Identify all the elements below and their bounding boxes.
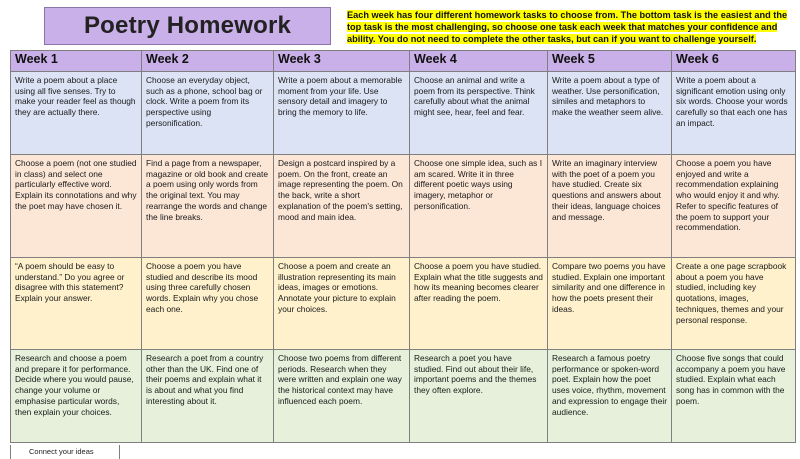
task-cell: Choose a poem and create an illustration representing its main ideas, images or emotions. Annotate your picture to explain your choices. [274,258,410,350]
task-cell: Research and choose a poem and prepare it for performance. Decide where you would pause, change your volume or emphasise particular words, then explain your choices. [11,350,142,443]
week-3-header: Week 3 [274,51,410,72]
task-cell: Choose two poems from different periods. Research when they were written and explain one way the historical context may have influenced each poem. [274,350,410,443]
task-cell: Choose an everyday object, such as a phone, school bag or clock. Write a poem from its perspective using personification. [142,72,274,155]
task-row-most-challenging [11,72,796,155]
task-cell: Design a postcard inspired by a poem. On the front, create an image representing the poem. On the back, write a short explanation of the poem's setting, mood and main idea. [274,155,410,258]
task-cell: Compare two poems you have studied. Explain one important similarity and one difference in how the poets present their ideas. [548,258,672,350]
task-cell: Create a one page scrapbook about a poem you have studied, including key quotations, images, techniques, themes and your personal response. [672,258,796,350]
task-cell: Write a poem about a significant emotion using only six words. Choose your words carefully so that each one has an impact. [672,72,796,155]
task-cell: Choose an animal and write a poem from its perspective. Think carefully about what the animal might see, hear, feel and fear. [410,72,548,155]
task-row-moderate [11,258,796,350]
task-cell: Research a famous poetry performance or spoken-word poet. Explain how the poet uses voice, rhythm, movement and expression to engage their audience. [548,350,672,443]
task-cell: Choose one simple idea, such as I am scared. Write it in three different poetic ways using imagery, metaphor or personification. [410,155,548,258]
week-5-header: Week 5 [548,51,672,72]
task-cell: Write an imaginary interview with the poet of a poem you have studied. Create six questions and answers about their ideas, language choices and message. [548,155,672,258]
week-2-header: Week 2 [142,51,274,72]
task-cell: Choose a poem you have enjoyed and write a recommendation explaining who would enjoy it and why. Refer to specific features of the poem to support your recommendation. [672,155,796,258]
instructions-text [347,9,791,46]
week-1-header: Week 1 [11,51,142,72]
task-row-challenging [11,155,796,258]
task-cell: Write a poem about a memorable moment from your life. Use sensory detail and imagery to bring the memory to life. [274,72,410,155]
homework-grid [10,50,796,443]
task-row-easiest [11,350,796,443]
task-cell: “A poem should be easy to understand.” Do you agree or disagree with this statement? Explain your answer. [11,258,142,350]
task-cell: Choose five songs that could accompany a poem you have studied. Explain what each song has in common with the poem. [672,350,796,443]
footer-label: Connect your ideas [10,445,120,459]
task-cell: Research a poet you have studied. Find out about their life, important poems and the themes they often explore. [410,350,548,443]
task-cell: Choose a poem (not one studied in class) and select one particularly effective word. Explain its connotations and why the poet may have chosen it. [11,155,142,258]
task-cell: Research a poet from a country other than the UK. Find one of their poems and explain what it is about and what you find interesting about it. [142,350,274,443]
page-title: Poetry Homework [44,7,331,45]
week-header-row [11,51,796,72]
task-cell: Find a page from a newspaper, magazine or old book and create a poem using only words from the original text. You may rearrange the words and change the line breaks. [142,155,274,258]
task-cell: Write a poem about a place using all five senses. Try to make your reader feel as though they are actually there. [11,72,142,155]
task-cell: Choose a poem you have studied and describe its mood using three carefully chosen words. Explain why you chose each one. [142,258,274,350]
task-cell: Choose a poem you have studied. Explain what the title suggests and how its meaning becomes clearer after reading the poem. [410,258,548,350]
week-6-header: Week 6 [672,51,796,72]
instructions-highlight: Each week has four different homework tasks to choose from. The bottom task is the easiest and the top task is the most challenging, so choose one task each week that matches your confidence and ability. You do not need to complete the other tasks, but can if you want to challenge yourself. [347,10,788,45]
task-cell: Write a poem about a type of weather. Use personification, similes and metaphors to make the weather seem alive. [548,72,672,155]
week-4-header: Week 4 [410,51,548,72]
